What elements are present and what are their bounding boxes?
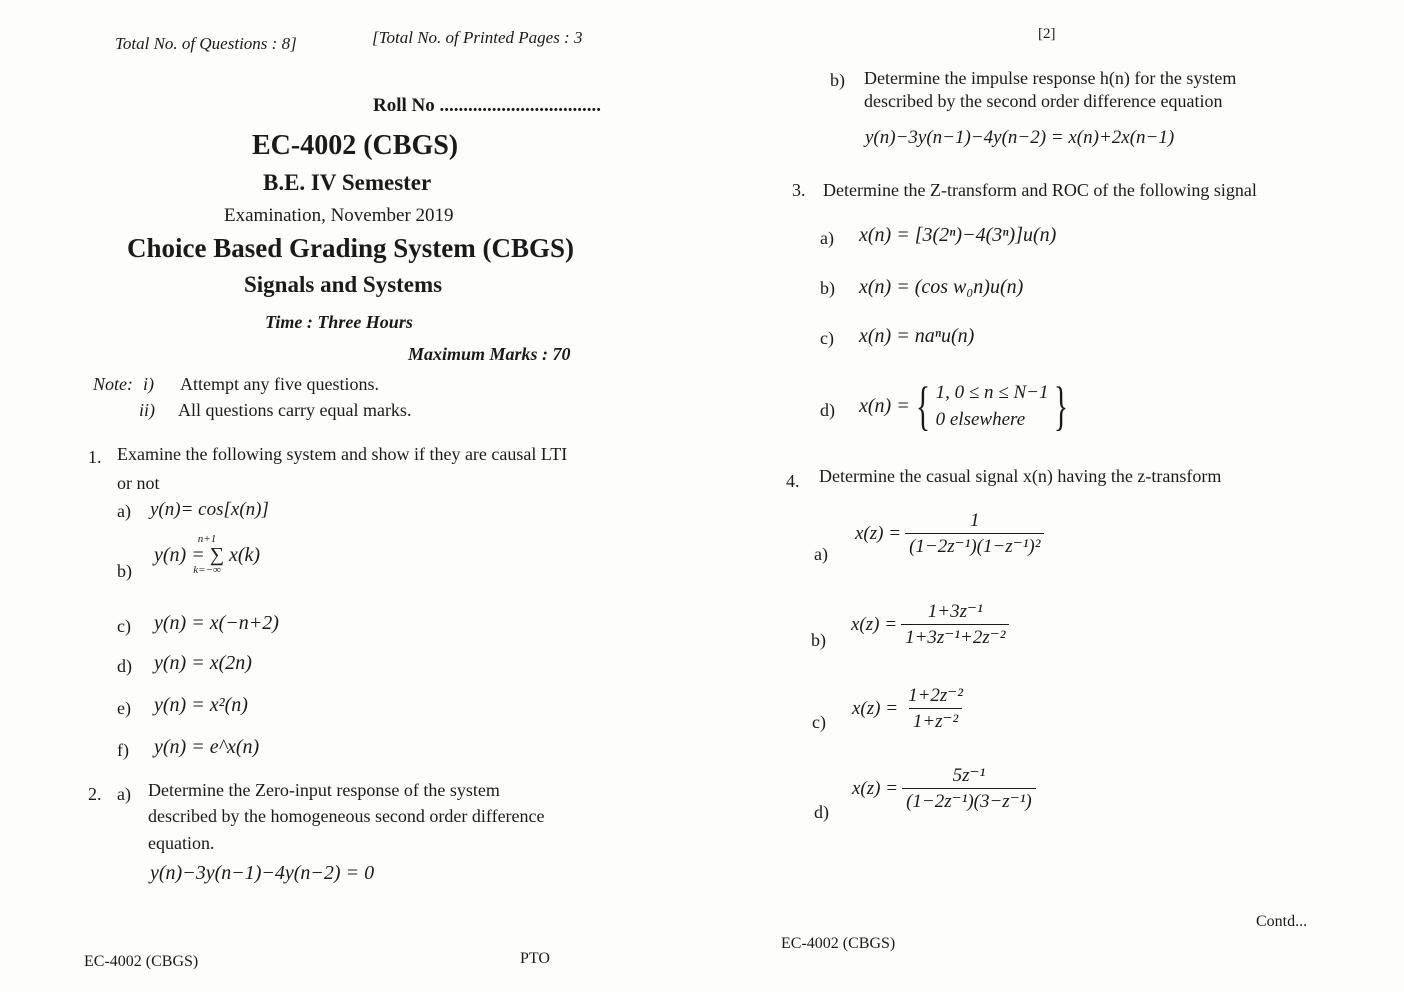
question-number: 4. bbox=[786, 471, 800, 491]
fraction bbox=[905, 510, 1044, 558]
part-label: d) bbox=[814, 802, 829, 822]
exam-title: Examination, November 2019 bbox=[224, 205, 454, 226]
fraction-denominator: (1−2z⁻¹)(3−z⁻¹) bbox=[902, 788, 1036, 813]
z-transform-expression bbox=[855, 510, 1044, 558]
piecewise-expression bbox=[859, 374, 1074, 438]
question-number: 1. bbox=[88, 447, 102, 467]
question-text: Examine the following system and show if they are causal LTI bbox=[117, 444, 568, 464]
left-page bbox=[0, 0, 700, 992]
page-number: [2] bbox=[1038, 26, 1056, 42]
part-expression: y(n) = x(−n+2) bbox=[154, 612, 279, 634]
part-label: a) bbox=[117, 784, 131, 804]
part-label: c) bbox=[117, 616, 131, 636]
summation-upper-limit: n+1 bbox=[197, 533, 217, 545]
question-number: 2. bbox=[88, 784, 102, 804]
summation-expression bbox=[154, 534, 260, 576]
note-item-text: All questions carry equal marks. bbox=[178, 400, 412, 420]
question-text: Determine the Z-transform and ROC of the following signal bbox=[823, 180, 1257, 200]
part-label: f) bbox=[117, 740, 129, 760]
part-expression: y(n) = ∑ x(k) bbox=[154, 544, 261, 566]
question-text: described by the second order difference equation bbox=[864, 91, 1223, 111]
part-label: d) bbox=[820, 400, 835, 420]
note-item-number: i) bbox=[143, 374, 154, 394]
difference-equation: y(n)−3y(n−1)−4y(n−2) = x(n)+2x(n−1) bbox=[865, 127, 1175, 148]
note-item-number: ii) bbox=[139, 400, 155, 420]
part-label: b) bbox=[820, 278, 835, 298]
part-label: b) bbox=[830, 70, 845, 90]
fraction bbox=[902, 764, 1036, 813]
subject-title: Signals and Systems bbox=[244, 272, 443, 297]
header-total-questions: Total No. of Questions : 8] bbox=[115, 34, 297, 53]
fraction-lhs: x(z) = bbox=[855, 523, 902, 544]
part-label: a) bbox=[117, 501, 131, 521]
left-brace-icon: { bbox=[915, 376, 930, 436]
fraction-numerator: 5z⁻¹ bbox=[952, 765, 986, 786]
semester-title: B.E. IV Semester bbox=[263, 170, 432, 195]
question-text: Determine the Zero-input response of the system bbox=[148, 780, 500, 800]
z-transform-expression bbox=[852, 684, 969, 733]
question-text: equation. bbox=[148, 833, 215, 853]
roll-no-field: Roll No .................................. bbox=[373, 95, 601, 116]
grading-system-title: Choice Based Grading System (CBGS) bbox=[127, 233, 575, 263]
part-expression: y(n) = x(2n) bbox=[154, 652, 252, 674]
fraction bbox=[901, 600, 1009, 649]
fraction-denominator: (1−2z⁻¹)(1−z⁻¹)² bbox=[905, 533, 1044, 558]
footer-pto: PTO bbox=[520, 950, 550, 967]
part-label: b) bbox=[117, 561, 132, 581]
fraction-lhs: x(z) = bbox=[852, 697, 899, 719]
part-expression: y(n) = x²(n) bbox=[154, 694, 248, 716]
footer-course-code: EC-4002 (CBGS) bbox=[781, 935, 896, 952]
right-brace-icon: } bbox=[1054, 376, 1069, 436]
part-expression: y(n) = e^x(n) bbox=[154, 736, 260, 758]
footer-contd: Contd... bbox=[1256, 913, 1308, 930]
header-printed-pages: [Total No. of Printed Pages : 3 bbox=[372, 28, 583, 47]
part-label: b) bbox=[811, 630, 826, 650]
fraction-numerator: 1+3z⁻¹ bbox=[927, 601, 983, 622]
part-expression: x(n) = [3(2ⁿ)−4(3ⁿ)]u(n) bbox=[859, 224, 1057, 246]
fraction-lhs: x(z) = bbox=[851, 613, 898, 635]
summation-operator bbox=[154, 534, 260, 576]
difference-equation: y(n)−3y(n−1)−4y(n−2) = 0 bbox=[150, 862, 375, 884]
right-page bbox=[700, 0, 1404, 992]
z-transform-expression bbox=[852, 764, 1036, 813]
piecewise-cases bbox=[910, 376, 1075, 436]
note-item-text: Attempt any five questions. bbox=[180, 374, 379, 394]
part-label: a) bbox=[814, 544, 828, 564]
fraction-numerator: 1 bbox=[970, 510, 980, 531]
question-text: described by the homogeneous second order difference bbox=[148, 806, 545, 826]
question-text: Determine the casual signal x(n) having the z-transform bbox=[819, 466, 1222, 486]
note-label: Note: bbox=[93, 374, 133, 394]
question-text: Determine the impulse response h(n) for the system bbox=[864, 68, 1237, 88]
piecewise-case: 0 elsewhere bbox=[935, 409, 1026, 430]
maximum-marks: Maximum Marks : 70 bbox=[408, 344, 571, 364]
footer-course-code: EC-4002 (CBGS) bbox=[84, 953, 199, 970]
summation-lower-limit: k=−∞ bbox=[193, 564, 221, 576]
z-transform-expression bbox=[851, 600, 1009, 649]
fraction-denominator: 1+z⁻² bbox=[909, 708, 962, 733]
part-label: e) bbox=[117, 698, 131, 718]
piecewise-case: 1, 0 ≤ n ≤ N−1 bbox=[935, 382, 1049, 403]
part-label: c) bbox=[820, 328, 834, 348]
course-code-title: EC-4002 (CBGS) bbox=[252, 130, 459, 161]
part-label: c) bbox=[812, 712, 826, 732]
part-expression: y(n)= cos[x(n)] bbox=[150, 499, 269, 520]
question-number: 3. bbox=[792, 180, 806, 200]
part-label: d) bbox=[117, 656, 132, 676]
piecewise-lhs: x(n) = bbox=[859, 394, 910, 417]
fraction-lhs: x(z) = bbox=[852, 777, 899, 799]
question-text: or not bbox=[117, 473, 160, 493]
fraction-numerator: 1+2z⁻² bbox=[908, 685, 964, 706]
fraction bbox=[902, 684, 969, 733]
exam-time: Time : Three Hours bbox=[265, 312, 413, 332]
part-expression: x(n) = (cos w₀n)u(n) bbox=[859, 276, 1024, 298]
part-expression: x(n) = naⁿu(n) bbox=[859, 325, 975, 347]
part-label: a) bbox=[820, 228, 834, 248]
fraction-denominator: 1+3z⁻¹+2z⁻² bbox=[901, 624, 1009, 649]
